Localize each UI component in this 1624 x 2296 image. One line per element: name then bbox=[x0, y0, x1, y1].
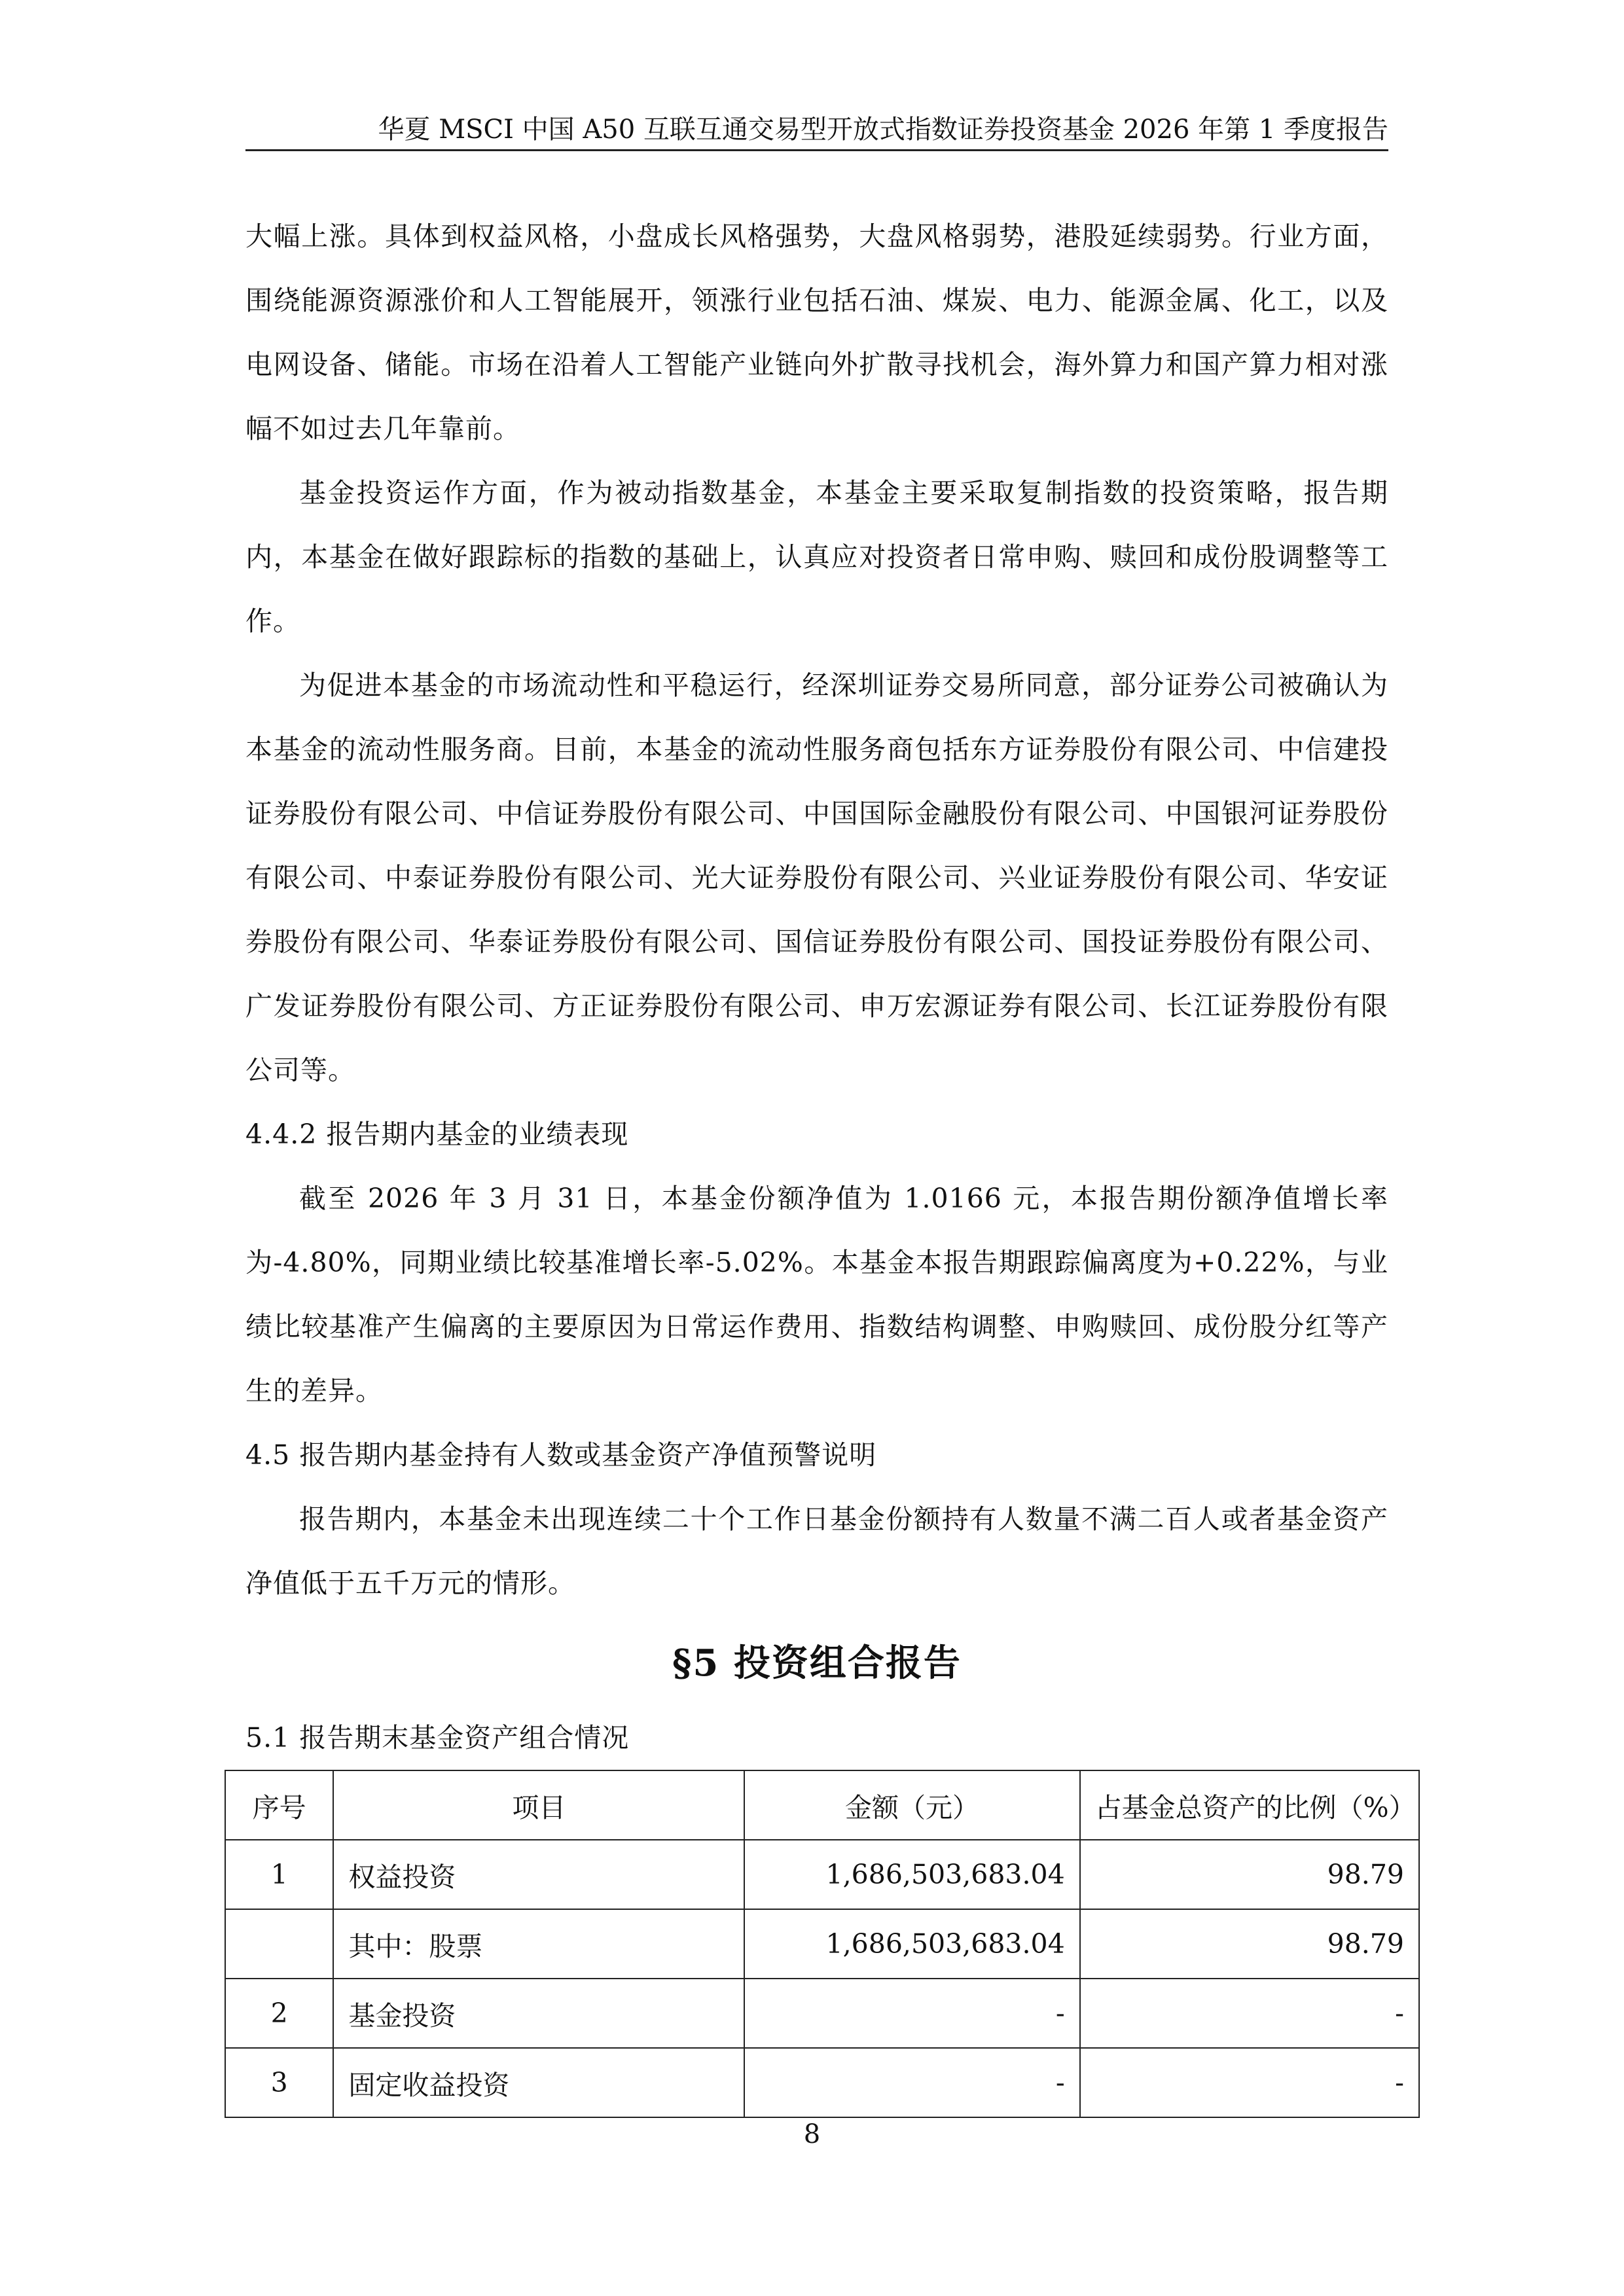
cell-ratio: - bbox=[1080, 2048, 1419, 2117]
table-row bbox=[225, 1979, 1419, 2048]
page-header: 华夏 MSCI 中国 A50 互联互通交易型开放式指数证券投资基金 2026 年第 1 季度报告 bbox=[378, 115, 1388, 145]
column-header-item: 项目 bbox=[333, 1770, 744, 1840]
heading-4-5: 4.5 报告期内基金持有人数或基金资产净值预警说明 bbox=[245, 1439, 877, 1471]
column-header-ratio: 占基金总资产的比例（%） bbox=[1080, 1770, 1419, 1840]
cell-index: 2 bbox=[225, 1979, 333, 2048]
table-row bbox=[225, 1909, 1419, 1979]
cell-index: 3 bbox=[225, 2048, 333, 2117]
cell-amount: 1,686,503,683.04 bbox=[744, 1909, 1079, 1979]
paragraph-performance: 截至 2026 年 3 月 31 日，本基金份额净值为 1.0166 元，本报告期份额净值增长率为-4.80%，同期业绩比较基准增长率-5.02%。本基金本报告期跟踪偏离度为+0.22%，与业绩比较基准产生偏离的主要原因为日常运作费用、指数结构调整、申购赎回、成份股分红等产生的差异。 bbox=[245, 1183, 1388, 1407]
cell-item: 固定收益投资 bbox=[333, 2048, 744, 2117]
cell-item: 基金投资 bbox=[333, 1979, 744, 2048]
paragraph-warning-note: 报告期内，本基金未出现连续二十个工作日基金份额持有人数量不满二百人或者基金资产净值低于五千万元的情形。 bbox=[245, 1503, 1388, 1599]
cell-amount: - bbox=[744, 2048, 1079, 2117]
cell-index bbox=[225, 1909, 333, 1979]
cell-item: 权益投资 bbox=[333, 1840, 744, 1909]
cell-ratio: 98.79 bbox=[1080, 1840, 1419, 1909]
asset-allocation-table bbox=[225, 1770, 1420, 2118]
cell-amount: - bbox=[744, 1979, 1079, 2048]
heading-4-4-2: 4.4.2 报告期内基金的业绩表现 bbox=[245, 1119, 629, 1150]
column-header-amount: 金额（元） bbox=[744, 1770, 1079, 1840]
cell-index: 1 bbox=[225, 1840, 333, 1909]
header-rule bbox=[245, 149, 1388, 151]
table-row bbox=[225, 2048, 1419, 2117]
table-row bbox=[225, 1840, 1419, 1909]
cell-ratio: 98.79 bbox=[1080, 1909, 1419, 1979]
cell-amount: 1,686,503,683.04 bbox=[744, 1840, 1079, 1909]
paragraph-market-review: 大幅上涨。具体到权益风格，小盘成长风格强势，大盘风格弱势，港股延续弱势。行业方面，围绕能源资源涨价和人工智能展开，领涨行业包括石油、煤炭、电力、能源金属、化工，以及电网设备、储能。市场在沿着人工智能产业链向外扩散寻找机会，海外算力和国产算力相对涨幅不如过去几年靠前。 bbox=[245, 221, 1388, 444]
page-number: 8 bbox=[803, 2119, 821, 2149]
paragraph-fund-operation: 基金投资运作方面，作为被动指数基金，本基金主要采取复制指数的投资策略，报告期内，本基金在做好跟踪标的指数的基础上，认真应对投资者日常申购、赎回和成份股调整等工作。 bbox=[245, 477, 1388, 637]
document-body bbox=[245, 204, 1416, 2118]
table-caption-5-1: 5.1 报告期末基金资产组合情况 bbox=[245, 1722, 630, 1753]
cell-ratio: - bbox=[1080, 1979, 1419, 2048]
paragraph-liquidity-providers: 为促进本基金的市场流动性和平稳运行，经深圳证券交易所同意，部分证券公司被确认为本基金的流动性服务商。目前，本基金的流动性服务商包括东方证券股份有限公司、中信建投证券股份有限公司、中信证券股份有限公司、中国国际金融股份有限公司、中国银河证券股份有限公司、中泰证券股份有限公司、光大证券股份有限公司、兴业证券股份有限公司、华安证券股份有限公司、华泰证券股份有限公司、国信证券股份有限公司、国投证券股份有限公司、广发证券股份有限公司、方正证券股份有限公司、申万宏源证券有限公司、长江证券股份有限公司等。 bbox=[245, 670, 1388, 1086]
column-header-index: 序号 bbox=[225, 1770, 333, 1840]
section-5-title: §5 投资组合报告 bbox=[672, 1641, 962, 1685]
table-header-row bbox=[225, 1770, 1419, 1840]
cell-item: 其中：股票 bbox=[333, 1909, 744, 1979]
